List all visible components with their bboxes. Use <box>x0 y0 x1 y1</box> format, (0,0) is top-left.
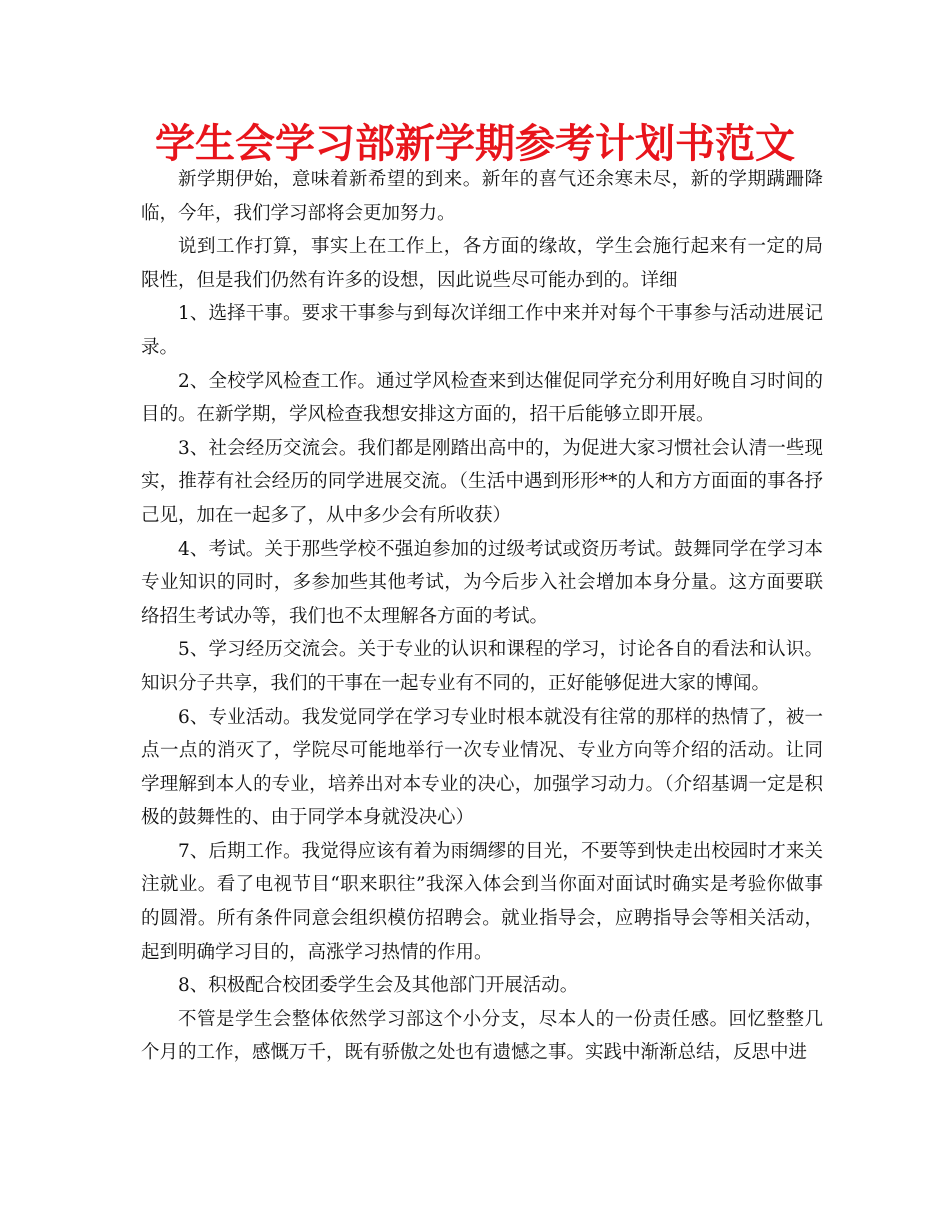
paragraph-item-3: 3、社会经历交流会。我们都是刚踏出高中的，为促进大家习惯社会认清一些现实，推荐有社会经历的同学进展交流。（生活中遇到形形**的人和方方面面的事各抒己见，加在一起多了，从中多少会有所收获） <box>141 437 823 526</box>
paragraph-item-5: 5、学习经历交流会。关于专业的认识和课程的学习，讨论各自的看法和认识。知识分子共享，我们的干事在一起专业有不同的，正好能够促进大家的博闻。 <box>141 639 823 694</box>
paragraph-plan-overview: 说到工作打算，事实上在工作上，各方面的缘故，学生会施行起来有一定的局限性，但是我们仍然有许多的设想，因此说些尽可能办到的。详细 <box>141 236 823 291</box>
paragraph-intro: 新学期伊始，意味着新希望的到来。新年的喜气还余寒未尽，新的学期蹒跚降临，今年，我们学习部将会更加努力。 <box>141 169 823 224</box>
document-title: 学生会学习部新学期参考计划书范文 <box>155 121 795 167</box>
paragraph-item-2: 2、全校学风检查工作。通过学风检查来到达催促同学充分利用好晚自习时间的目的。在新学期，学风检查我想安排这方面的，招干后能够立即开展。 <box>141 370 823 426</box>
paragraph-item-8: 8、积极配合校团委学生会及其他部门开展活动。 <box>178 975 579 997</box>
paragraph-item-7: 7、后期工作。我觉得应该有着为雨绸缪的目光，不要等到快走出校园时才来关注就业。看了电视节目“职来职往”我深入体会到当你面对面试时确实是考验你做事的圆滑。所有条件同意会组织模仿招聘会。就业指导会，应聘指导会等相关活动，起到明确学习目的，高涨学习热情的作用。 <box>141 840 823 963</box>
paragraph-item-6: 6、专业活动。我发觉同学在学习专业时根本就没有往常的那样的热情了，被一点一点的消灭了，学院尽可能地举行一次专业情况、专业方向等介绍的活动。让同学理解到本人的专业，培养出对本专业的决心，加强学习动力。（介绍基调一定是积极的鼓舞性的、由于同学本身就没决心） <box>141 706 823 829</box>
paragraph-item-4: 4、考试。关于那些学校不强迫参加的过级考试或资历考试。鼓舞同学在学习本专业知识的同时，多参加些其他考试，为今后步入社会增加本身分量。这方面要联络招生考试办等，我们也不太理解各方面的考试。 <box>141 538 823 627</box>
document-body <box>141 163 823 1070</box>
paragraph-conclusion: 不管是学生会整体依然学习部这个小分支，尽本人的一份责任感。回忆整整几个月的工作，感慨万千，既有骄傲之处也有遗憾之事。实践中渐渐总结，反思中进 <box>141 1008 823 1064</box>
paragraph-item-1: 1、选择干事。要求干事参与到每次详细工作中来并对每个干事参与活动进展记录。 <box>141 303 823 358</box>
